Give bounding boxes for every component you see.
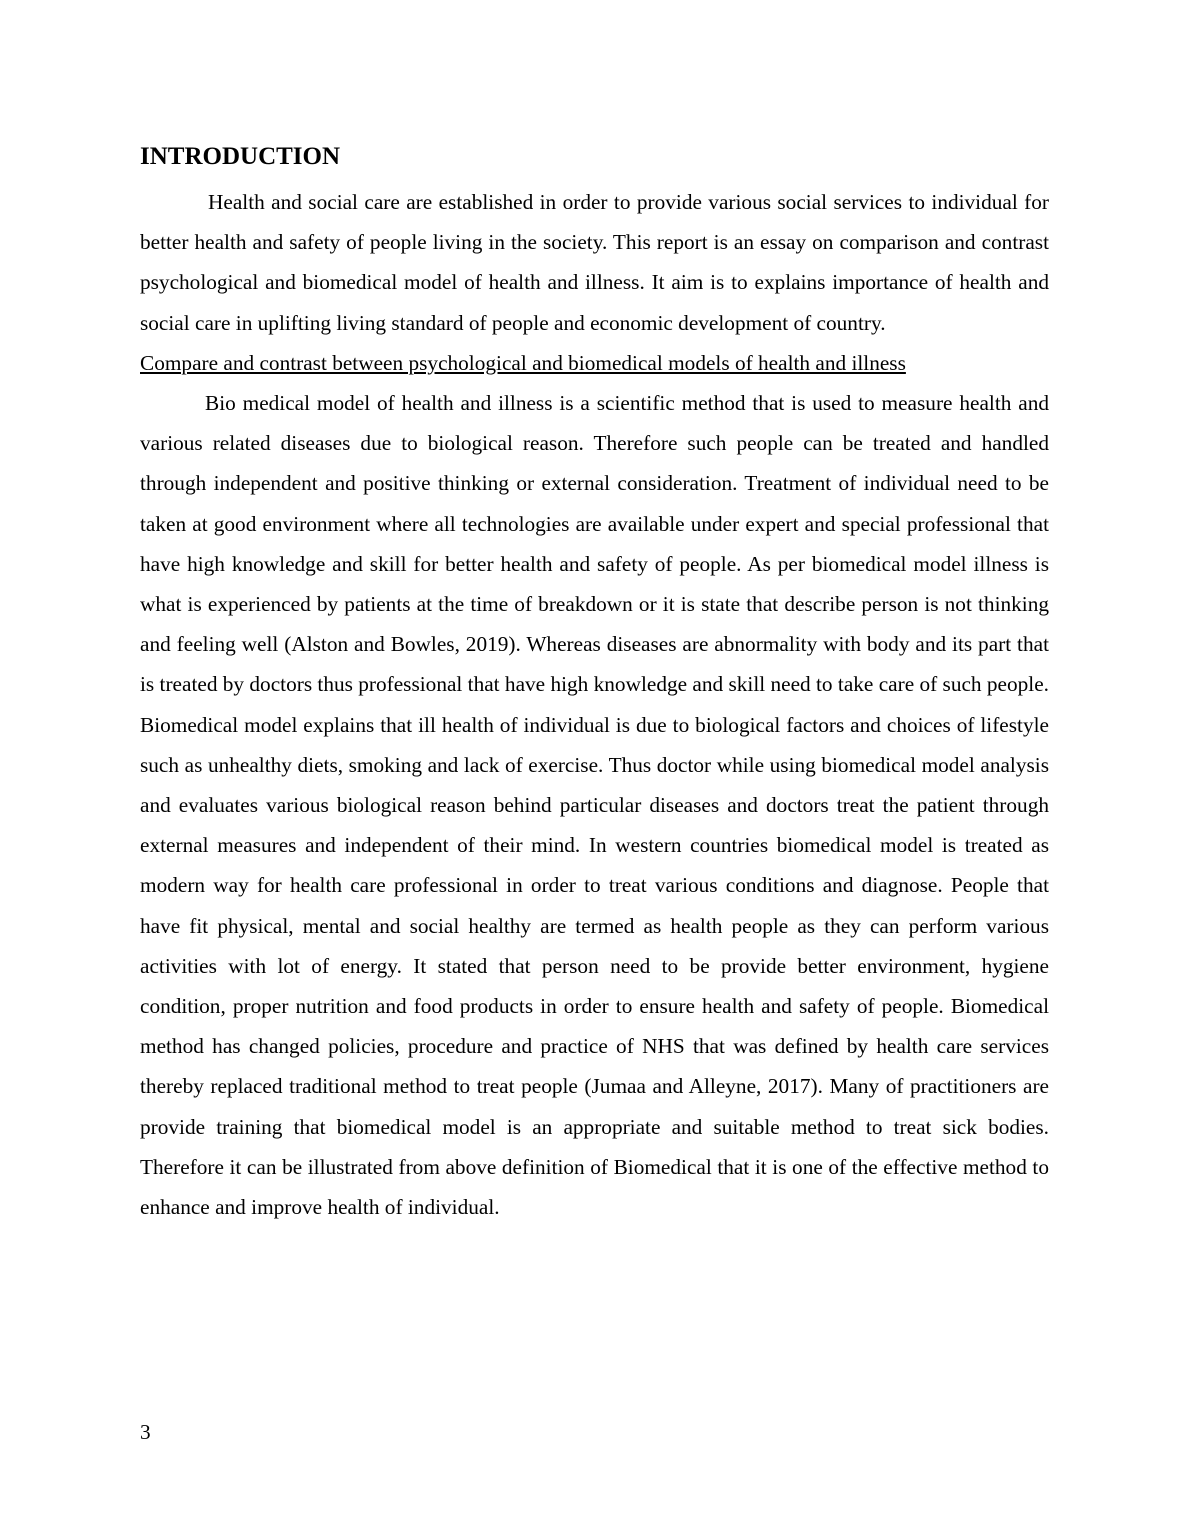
page-content <box>140 141 1049 1227</box>
body-paragraph: Bio medical model of health and illness is a scientific method that is used to measure health and various related diseases due to biological reason. Therefore such people can be treated and handled through independent and positive thinking or external consideration. Treatment of individual need to be taken at good environment where all technologies are available under expert and special professional that have high knowledge and skill for better health and safety of people. As per biomedical model illness is what is experienced by patients at the time of breakdown or it is state that describe person is not thinking and feeling well (Alston and Bowles, 2019). Whereas diseases are abnormality with body and its part that is treated by doctors thus professional that have high knowledge and skill need to take care of such people. Biomedical model explains that ill health of individual is due to biological factors and choices of lifestyle such as unhealthy diets, smoking and lack of exercise. Thus doctor while using biomedical model analysis and evaluates various biological reason behind particular diseases and doctors treat the patient through external measures and independent of their mind. In western countries biomedical model is treated as modern way for health care professional in order to treat various conditions and diagnose. People that have fit physical, mental and social healthy are termed as health people as they can perform various activities with lot of energy. It stated that person need to be provide better environment, hygiene condition, proper nutrition and food products in order to ensure health and safety of people. Biomedical method has changed policies, procedure and practice of NHS that was defined by health care services thereby replaced traditional method to treat people (Jumaa and Alleyne, 2017). Many of practitioners are provide training that biomedical model is an appropriate and suitable method to treat sick bodies. Therefore it can be illustrated from above definition of Biomedical that it is one of the effective method to enhance and improve health of individual. <box>140 391 1049 1220</box>
section-subheading: Compare and contrast between psychological and biomedical models of health and illness <box>140 350 906 375</box>
section-heading: INTRODUCTION <box>140 143 341 170</box>
page-number: 3 <box>140 1420 151 1444</box>
intro-paragraph: Health and social care are established in order to provide various social services to individual for better health and safety of people living in the society. This report is an essay on comparison and contrast psychological and biomedical model of health and illness. It aim is to explains importance of health and social care in uplifting living standard of people and economic development of country. <box>140 190 1049 335</box>
